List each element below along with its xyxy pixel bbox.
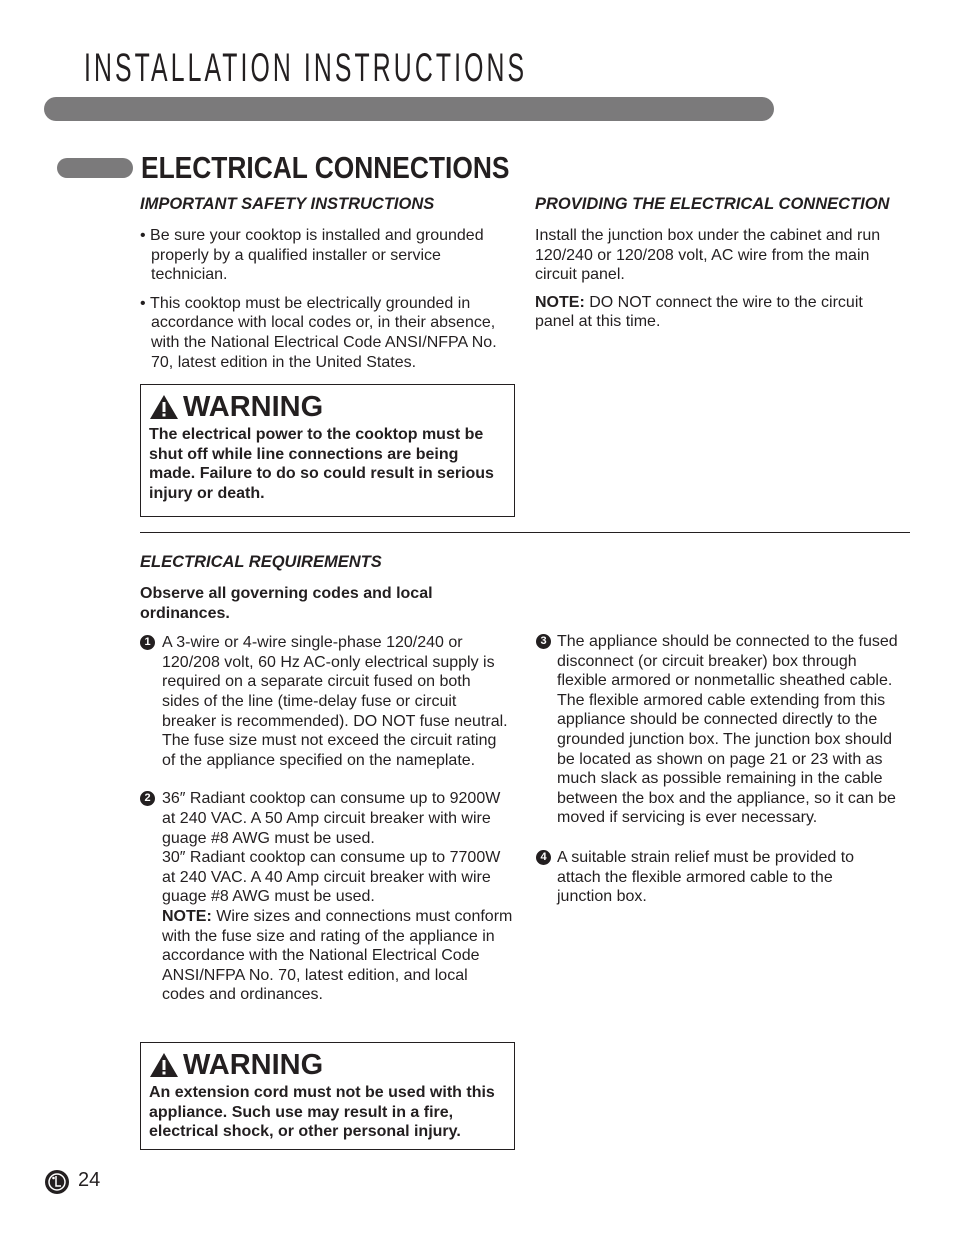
providing-text: Install the junction box under the cabinet and run 120/240 or 120/208 volt, AC wire from the main circuit panel. xyxy=(535,227,881,284)
requirements-section xyxy=(140,553,515,1005)
requirement-item xyxy=(140,633,512,770)
safety-bullet: • This cooktop must be electrically grounded in accordance with local codes or, in their absence, with the National Electrical Code ANSI/NFPA No. 70, latest edition in the United States. xyxy=(140,294,497,371)
note-text: Wire sizes and connections must conform with the fuse size and rating of the appliance in accordance with the National Electrical Code ANSI/NFPA No. 70, latest edition, and local codes and ordinances. xyxy=(162,907,513,1004)
page-number: 24 xyxy=(78,1169,101,1191)
providing-note xyxy=(535,293,885,332)
providing-heading: PROVIDING THE ELECTRICAL CONNECTION xyxy=(535,195,890,213)
warning-box xyxy=(140,1042,515,1150)
requirement-item xyxy=(536,848,887,907)
warning-text: The electrical power to the cooktop must be shut off while line connections are being made. Failure to do so could result in serious injury or death. xyxy=(149,426,494,502)
number-badge: 4 xyxy=(536,850,551,865)
header-bar xyxy=(44,97,774,121)
number-badge: 1 xyxy=(140,635,155,650)
safety-heading: IMPORTANT SAFETY INSTRUCTIONS xyxy=(140,195,435,213)
number-badge: 2 xyxy=(140,791,155,806)
item-text: The appliance should be connected to the fused disconnect (or circuit breaker) box through flexible armored or nonmetallic sheathed cable. The flexible armored cable extending from this appliance should be connected directly to the grounded junction box. The junction box should be located as shown on page 21 or 23 with as much slack as possible remaining in the cable between the box and the appliance, so it can be moved if servicing is ever necessary. xyxy=(557,633,898,827)
note-label: NOTE: xyxy=(162,907,212,925)
warning-text: An extension cord must not be used with this appliance. Such use may result in a fire, electrical shock, or other personal injury. xyxy=(149,1084,495,1141)
section-marker xyxy=(57,158,133,178)
warning-triangle-icon xyxy=(149,1052,179,1078)
requirements-heading: ELECTRICAL REQUIREMENTS xyxy=(140,553,382,571)
item-text: A suitable strain relief must be provided to attach the flexible armored cable to the junction box. xyxy=(557,848,855,906)
number-badge: 3 xyxy=(536,634,551,649)
requirements-column-right xyxy=(536,632,908,907)
note-text: DO NOT connect the wire to the circuit panel at this time. xyxy=(535,293,863,331)
note-label: NOTE: xyxy=(535,293,585,311)
warning-triangle-icon xyxy=(149,394,179,420)
bullet-text: Be sure your cooktop is installed and grounded properly by a qualified installer or service technician. xyxy=(150,227,484,284)
item-note xyxy=(162,907,514,1005)
item-text: 30″ Radiant cooktop can consume up to 7700W at 240 VAC. A 40 Amp circuit breaker with wire guage #8 AWG must be used. xyxy=(162,849,501,906)
bullet-text: This cooktop must be electrically grounded in accordance with local codes or, in their absence, with the National Electrical Code ANSI/NFPA No. 70, latest edition in the United States. xyxy=(150,294,497,371)
warning-box xyxy=(140,384,515,517)
safety-section xyxy=(140,195,515,372)
lg-logo-icon xyxy=(44,1169,70,1195)
requirement-item xyxy=(536,632,908,828)
warning-label: WARNING xyxy=(183,1049,324,1081)
page-title: INSTALLATION INSTRUCTIONS xyxy=(84,46,528,90)
safety-bullet: • Be sure your cooktop is installed and grounded properly by a qualified installer or service technician. xyxy=(140,227,484,284)
warning-label: WARNING xyxy=(183,391,324,423)
section-title: ELECTRICAL CONNECTIONS xyxy=(141,150,510,185)
requirement-item xyxy=(140,789,514,1005)
item-text: 36″ Radiant cooktop can consume up to 9200W at 240 VAC. A 50 Amp circuit breaker with wire guage #8 AWG must be used. xyxy=(162,790,501,847)
divider xyxy=(140,532,910,533)
providing-section xyxy=(535,195,910,332)
requirements-intro: Observe all governing codes and local ordinances. xyxy=(140,585,433,622)
item-text: A 3-wire or 4-wire single-phase 120/240 or 120/208 volt, 60 Hz AC-only electrical supply is required on a separate circuit fused on both sides of the line (time-delay fuse or circuit breaker is recommended). DO NOT fuse neutral. The fuse size must not exceed the circuit rating of the appliance specified on the nameplate. xyxy=(162,634,508,769)
